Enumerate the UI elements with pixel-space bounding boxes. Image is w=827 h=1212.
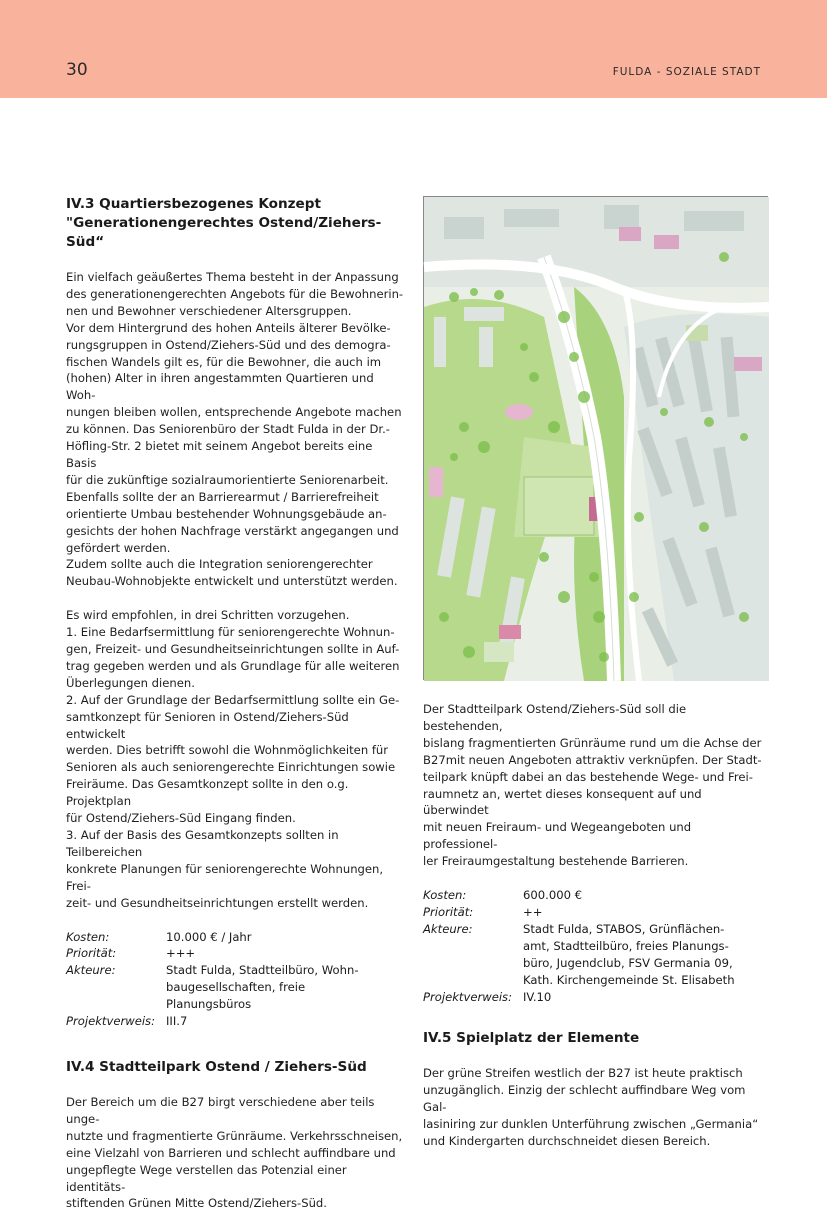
left-column	[66, 195, 406, 1212]
section-iv3-title: IV.3 Quartiersbezogenes Konzept "Generationengerechtes Ostend/Ziehers-Süd“	[66, 196, 382, 250]
header-band	[0, 0, 827, 98]
site-plan-map	[423, 196, 768, 680]
fact-actors: Akteure: Stadt Fulda, Stadtteilbüro, Wohn- baugesellschaften, freie Planungsbüros	[66, 963, 359, 1012]
running-title: FULDA - SOZIALE STADT	[612, 66, 761, 78]
fact-actors: Akteure: Stadt Fulda, STABOS, Grünflächen- amt, Stadtteilbüro, freies Planungs- büro, Jugendclub, FSV Germania 09, Kath. Kirchengemeinde St. Elisabeth	[423, 921, 735, 987]
section-iv5-paragraph-1: Der grüne Streifen westlich der B27 ist heute praktisch unzugänglich. Einzig der schlecht auffindbare Weg vom Gal- lasiniring zur dunklen Unterführung zwischen „Germania“ und Kindergarten durchschneidet diesen Bereich.	[423, 1066, 759, 1149]
section-iv3-paragraph-2: Es wird empfohlen, in drei Schritten vorzugehen. 1. Eine Bedarfsermittlung für seniorengerechte Wohnun- gen, Freizeit- und Gesundheitseinrichtungen sollte in Auf- trag gegeben werden und als Grundlage für alle weiteren Überlegungen dienen. 2. Auf der Grundlage der Bedarfsermittlung sollte ein Ge- samtkonzept für Senioren in Ostend/Ziehers-Süd entwickelt werden. Dies betrifft sowohl die Wohnmöglichkeiten für Senioren als auch seniorengerechte Einrichtungen sowie Freiräume. Das Gesamtkonzept sollte in den o.g. Projektplan für Ostend/Ziehers-Süd Eingang finden. 3. Auf der Basis des Gesamtkonzepts sollten in Teilbereichen konkrete Planungen für seniorengerechte Wohnungen, Frei- zeit- und Gesundheitseinrichtungen erstellt werden.	[66, 608, 400, 910]
section-iv3-paragraph-1: Ein vielfach geäußertes Thema besteht in der Anpassung des generationengerechten Angebots für die Bewohnerin- nen und Bewohner verschiedener Altersgruppen. Vor dem Hintergrund des hohen Anteils älterer Bevölke- rungsgruppen in Ostend/Ziehers-Süd und des demogra- fischen Wandels gilt es, für die Bewohner, die auch im (hohen) Alter in ihren angestammten Quartieren und Woh- nungen bleiben wollen, entsprechende Angebote machen zu können. Das Seniorenbüro der Stadt Fulda in der Dr.- Höfling-Str. 2 bietet mit seinem Angebot bereits eine Basis für die zukünftige sozialraumorientierte Seniorenarbeit. Ebenfalls sollte der an Barrierearmut / Barrierefreiheit orientierte Umbau bestehender Wohnungsgebäude an- gesichts der hohen Nachfrage verstärkt angegangen und gefördert werden. Zudem sollte auch die Integration seniorengerechter Neubau-Wohnobjekte entwickelt und unterstützt werden.	[66, 270, 404, 589]
section-iv4-paragraph-2: Der Stadtteilpark Ostend/Ziehers-Süd soll die bestehenden, bislang fragmentierten Grünräume rund um die Achse der B27mit neuen Angeboten attraktiv verknüpfen. Der Stadt- teilpark knüpft dabei an das bestehende Wege- und Frei- raumnetz an, wertet dieses konsequent auf und überwindet mit neuen Freiraum- und Wegeangeboten und professionel- ler Freiraumgestaltung bestehende Barrieren.	[423, 702, 762, 869]
fact-project-ref: Projektverweis: III.7	[66, 1014, 188, 1029]
fact-cost: Kosten: 10.000 € / Jahr	[66, 929, 252, 944]
section-iv4-facts	[423, 887, 768, 1005]
section-iv4-paragraph-1: Der Bereich um die B27 birgt verschiedene aber teils unge- nutzte und fragmentierte Grünräume. Verkehrsschneisen, eine Vielzahl von Barrieren und schlecht auffindbare und ungepflegte Wege verstellen das Potenzial einer identitäts- stiftenden Grünen Mitte Ostend/Ziehers-Süd.	[66, 1094, 403, 1211]
section-iv5-title: IV.5 Spielplatz der Elemente	[423, 1030, 640, 1047]
section-iv3-facts	[66, 929, 406, 1030]
fact-priority: Priorität: ++	[423, 904, 543, 919]
page-number: 30	[66, 60, 88, 80]
fact-priority: Priorität: +++	[66, 946, 196, 961]
site-plan-illustration	[424, 197, 769, 681]
section-iv4-title: IV.4 Stadtteilpark Ostend / Ziehers-Süd	[66, 1058, 367, 1075]
fact-cost: Kosten: 600.000 €	[423, 888, 583, 903]
right-column	[423, 701, 768, 1150]
fact-project-ref: Projektverweis: IV.10	[423, 989, 552, 1004]
